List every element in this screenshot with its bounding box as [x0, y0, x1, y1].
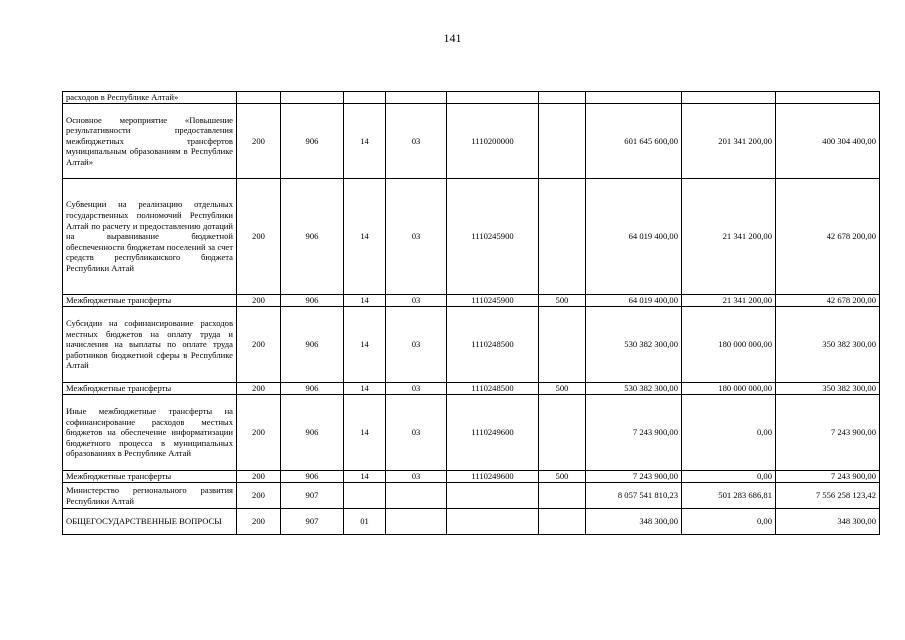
table-cell-sum2 — [682, 92, 776, 104]
table-cell-sum2: 0,00 — [682, 509, 776, 535]
table-cell-sum1: 530 382 300,00 — [586, 383, 682, 395]
table-cell-gr: 906 — [281, 295, 344, 307]
table-cell-vr: 500 — [539, 383, 586, 395]
table-cell-gr: 906 — [281, 471, 344, 483]
table-cell-sum3: 350 382 300,00 — [776, 307, 880, 383]
table-row — [63, 471, 880, 483]
budget-table — [62, 91, 880, 535]
table-cell-name: Межбюджетные трансферты — [63, 295, 237, 307]
table-cell-adm: 200 — [237, 395, 281, 471]
table-cell-gr: 906 — [281, 395, 344, 471]
table-cell-sum2: 501 283 686,81 — [682, 483, 776, 509]
table-cell-adm: 200 — [237, 179, 281, 295]
table-cell-rz: 14 — [344, 471, 386, 483]
table-cell-rz: 14 — [344, 307, 386, 383]
table-cell-csr: 1110245900 — [447, 295, 539, 307]
table-cell-sum2: 21 341 200,00 — [682, 295, 776, 307]
table-cell-pr — [386, 483, 447, 509]
table-cell-pr: 03 — [386, 307, 447, 383]
table-cell-gr: 907 — [281, 483, 344, 509]
table-cell-sum3: 42 678 200,00 — [776, 179, 880, 295]
table-cell-pr — [386, 509, 447, 535]
table-cell-rz: 14 — [344, 104, 386, 179]
table-cell-gr — [281, 92, 344, 104]
table-cell-csr — [447, 92, 539, 104]
table-row — [63, 307, 880, 383]
table-cell-pr: 03 — [386, 383, 447, 395]
table-cell-sum2: 0,00 — [682, 395, 776, 471]
table-cell-pr: 03 — [386, 395, 447, 471]
table-cell-sum1: 601 645 600,00 — [586, 104, 682, 179]
table-row — [63, 509, 880, 535]
table-row — [63, 179, 880, 295]
table-cell-sum3: 350 382 300,00 — [776, 383, 880, 395]
table-cell-name: Иные межбюджетные трансферты на софинансирование расходов местных бюджетов на обеспечение информатизации бюджетного процесса в муниципальных образованиях в Республике Алтай — [63, 395, 237, 471]
table-cell-csr: 1110249600 — [447, 471, 539, 483]
table-cell-name: Субсидии на софинансирование расходов местных бюджетов на оплату труда и начисления на выплаты по оплате труда работников бюджетной сферы в Республике Алтай — [63, 307, 237, 383]
table-cell-rz: 14 — [344, 383, 386, 395]
table-cell-csr: 1110248500 — [447, 307, 539, 383]
table-cell-vr — [539, 395, 586, 471]
table-cell-gr: 906 — [281, 383, 344, 395]
table-cell-vr — [539, 509, 586, 535]
table-cell-vr — [539, 104, 586, 179]
table-cell-csr: 1110248500 — [447, 383, 539, 395]
table-cell-rz — [344, 483, 386, 509]
table-cell-gr: 907 — [281, 509, 344, 535]
table-row — [63, 395, 880, 471]
table-cell-pr — [386, 92, 447, 104]
table-cell-sum3: 7 556 258 123,42 — [776, 483, 880, 509]
table-cell-name: Межбюджетные трансферты — [63, 383, 237, 395]
page-number: 141 — [443, 31, 462, 45]
table-cell-gr: 906 — [281, 104, 344, 179]
table-cell-adm — [237, 92, 281, 104]
table-cell-sum3: 7 243 900,00 — [776, 471, 880, 483]
table-cell-sum2: 201 341 200,00 — [682, 104, 776, 179]
table-cell-sum1: 64 019 400,00 — [586, 295, 682, 307]
table-row — [63, 383, 880, 395]
table-cell-sum3: 348 300,00 — [776, 509, 880, 535]
table-cell-sum2: 180 000 000,00 — [682, 383, 776, 395]
table-cell-csr: 1110245900 — [447, 179, 539, 295]
table-row — [63, 295, 880, 307]
table-cell-rz: 01 — [344, 509, 386, 535]
table-cell-vr — [539, 92, 586, 104]
table-cell-name: расходов в Республике Алтай» — [63, 92, 237, 104]
table-cell-vr — [539, 483, 586, 509]
table-cell-adm: 200 — [237, 383, 281, 395]
table-cell-sum1: 530 382 300,00 — [586, 307, 682, 383]
table-cell-name: Межбюджетные трансферты — [63, 471, 237, 483]
table-cell-pr: 03 — [386, 295, 447, 307]
table-cell-pr: 03 — [386, 471, 447, 483]
table-row — [63, 92, 880, 104]
table-cell-rz: 14 — [344, 395, 386, 471]
table-cell-sum2: 21 341 200,00 — [682, 179, 776, 295]
table-cell-csr — [447, 509, 539, 535]
table-cell-sum1 — [586, 92, 682, 104]
table-cell-sum3: 400 304 400,00 — [776, 104, 880, 179]
table-cell-adm: 200 — [237, 307, 281, 383]
table-cell-sum1: 8 057 541 810,23 — [586, 483, 682, 509]
table-cell-sum1: 348 300,00 — [586, 509, 682, 535]
table-cell-name: ОБЩЕГОСУДАРСТВЕННЫЕ ВОПРОСЫ — [63, 509, 237, 535]
table-cell-rz — [344, 92, 386, 104]
table-cell-name: Субвенции на реализацию отдельных государственных полномочий Республики Алтай по расчету и предоставлению дотаций на выравнивание бюджетной обеспеченности бюджетам поселений за счет средств республиканского бюджета Республики Алтай — [63, 179, 237, 295]
table-cell-gr: 906 — [281, 307, 344, 383]
table-cell-csr: 1110200000 — [447, 104, 539, 179]
table-cell-vr: 500 — [539, 295, 586, 307]
table-cell-adm: 200 — [237, 483, 281, 509]
table-cell-rz: 14 — [344, 295, 386, 307]
table-cell-sum3: 7 243 900,00 — [776, 395, 880, 471]
table-cell-sum1: 64 019 400,00 — [586, 179, 682, 295]
table-cell-csr: 1110249600 — [447, 395, 539, 471]
table-cell-rz: 14 — [344, 179, 386, 295]
table-cell-name: Министерство регионального развития Республики Алтай — [63, 483, 237, 509]
table-cell-name: Основное мероприятие «Повышение результативности предоставления межбюджетных трансфертов муниципальным образованиям в Республике Алтай» — [63, 104, 237, 179]
table-cell-adm: 200 — [237, 471, 281, 483]
table-cell-pr: 03 — [386, 104, 447, 179]
table-cell-sum2: 180 000 000,00 — [682, 307, 776, 383]
table-cell-adm: 200 — [237, 104, 281, 179]
table-cell-pr: 03 — [386, 179, 447, 295]
table-cell-vr — [539, 179, 586, 295]
table-cell-adm: 200 — [237, 509, 281, 535]
table-cell-sum1: 7 243 900,00 — [586, 395, 682, 471]
table-cell-sum3: 42 678 200,00 — [776, 295, 880, 307]
table-cell-adm: 200 — [237, 295, 281, 307]
table-cell-vr — [539, 307, 586, 383]
table-cell-csr — [447, 483, 539, 509]
table-cell-sum2: 0,00 — [682, 471, 776, 483]
table-cell-vr: 500 — [539, 471, 586, 483]
table-cell-sum1: 7 243 900,00 — [586, 471, 682, 483]
table-row — [63, 483, 880, 509]
table-cell-sum3 — [776, 92, 880, 104]
table-row — [63, 104, 880, 179]
table-cell-gr: 906 — [281, 179, 344, 295]
